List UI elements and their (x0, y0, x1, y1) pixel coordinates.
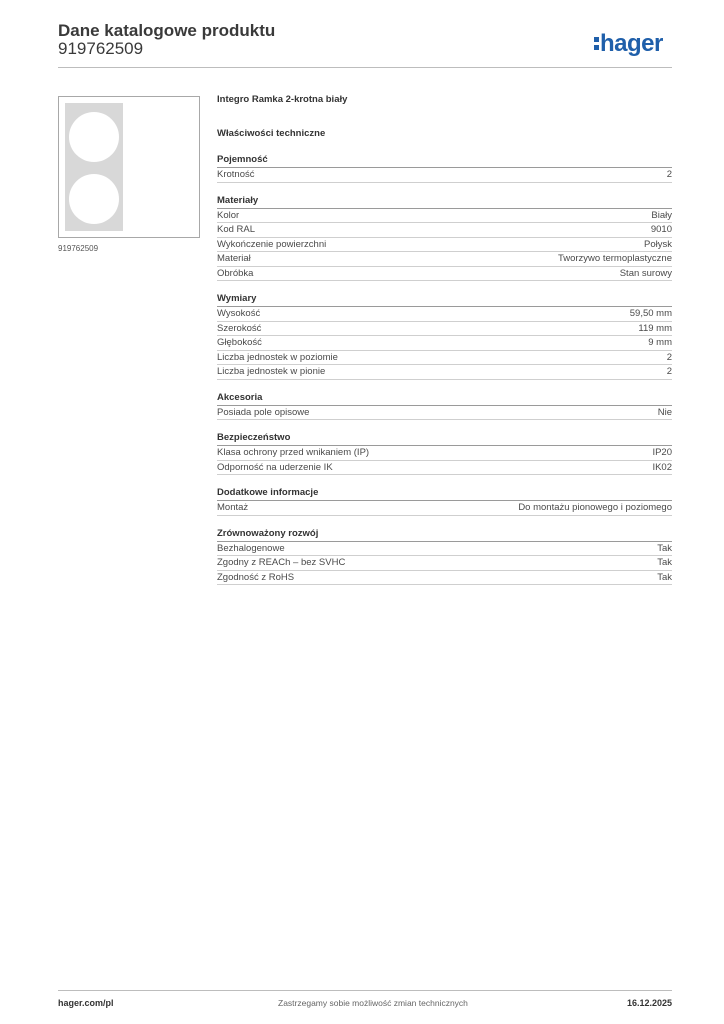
section-title: Pojemność (217, 153, 672, 168)
spec-label: Kod RAL (217, 224, 256, 235)
spec-value: 2 (666, 366, 672, 377)
footer-date: 16.12.2025 (626, 998, 672, 1008)
spec-row (217, 365, 672, 380)
section-title: Materiały (217, 194, 672, 209)
spec-row (217, 267, 672, 282)
spec-section (217, 194, 672, 282)
spec-label: Kolor (217, 209, 240, 221)
section-title: Bezpieczeństwo (217, 431, 672, 446)
spec-row (217, 223, 672, 238)
spec-value: 2 (666, 351, 672, 363)
spec-label: Wysokość (217, 308, 261, 319)
spec-value: Połysk (644, 238, 672, 250)
spec-value: Tak (657, 557, 672, 568)
frame-opening-top (69, 112, 119, 162)
spec-section (217, 391, 672, 421)
spec-value: 119 mm (638, 322, 672, 334)
spec-value: IP20 (652, 447, 672, 458)
spec-value: 9010 (650, 224, 672, 235)
spec-label: Głębokość (217, 337, 262, 348)
spec-section (217, 486, 672, 516)
spec-value: Stan surowy (619, 267, 672, 279)
spec-value: IK02 (652, 461, 672, 473)
header-divider (58, 67, 672, 68)
spec-label: Montaż (217, 502, 249, 513)
spec-row (217, 556, 672, 571)
spec-section (217, 153, 672, 183)
section-title: Zrównoważony rozwój (217, 527, 672, 542)
spec-section (217, 292, 672, 380)
spec-label: Liczba jednostek w poziomie (217, 351, 338, 363)
logo-text: hager (600, 30, 663, 57)
spec-value: 2 (666, 169, 672, 180)
spec-row (217, 461, 672, 476)
spec-value: Tworzywo termoplastyczne (557, 253, 672, 264)
spec-label: Obróbka (217, 267, 254, 279)
spec-row (217, 209, 672, 224)
footer-divider (58, 990, 672, 991)
spec-label: Zgodny z REACh – bez SVHC (217, 557, 346, 568)
image-caption: 919762509 (58, 244, 99, 253)
product-name: Integro Ramka 2-krotna biały (217, 94, 348, 105)
product-image (58, 96, 200, 238)
footer-website: hager.com/pl (58, 998, 114, 1008)
spec-row (217, 446, 672, 461)
spec-value: Tak (657, 542, 672, 554)
technical-properties-heading: Właściwości techniczne (217, 128, 326, 139)
spec-row (217, 252, 672, 267)
spec-sections (217, 153, 672, 585)
section-title: Akcesoria (217, 391, 672, 406)
spec-row (217, 501, 672, 516)
frame-plate (65, 103, 123, 231)
spec-label: Materiał (217, 253, 251, 264)
spec-label: Klasa ochrony przed wnikaniem (IP) (217, 447, 370, 458)
page-title: Dane katalogowe produktu (58, 21, 276, 40)
spec-row (217, 307, 672, 322)
spec-value: 59,50 mm (629, 308, 672, 319)
spec-row (217, 542, 672, 557)
spec-label: Szerokość (217, 322, 262, 334)
spec-label: Zgodność z RoHS (217, 571, 295, 583)
frame-opening-bottom (69, 174, 119, 224)
spec-label: Krotność (217, 169, 255, 180)
section-title: Dodatkowe informacje (217, 486, 672, 501)
spec-row (217, 168, 672, 183)
spec-label: Posiada pole opisowe (217, 406, 310, 418)
spec-row (217, 322, 672, 337)
logo-dots-icon (594, 34, 599, 52)
spec-row (217, 406, 672, 421)
spec-row (217, 336, 672, 351)
spec-label: Liczba jednostek w pionie (217, 366, 326, 377)
spec-section (217, 527, 672, 586)
spec-label: Wykończenie powierzchni (217, 238, 327, 250)
spec-value: Biały (651, 209, 672, 221)
spec-row (217, 351, 672, 366)
section-title: Wymiary (217, 292, 672, 307)
spec-label: Bezhalogenowe (217, 542, 285, 554)
spec-value: Nie (657, 406, 672, 418)
spec-content (217, 93, 672, 596)
spec-value: Tak (657, 571, 672, 583)
spec-section (217, 431, 672, 475)
spec-row (217, 238, 672, 253)
spec-label: Odporność na uderzenie IK (217, 461, 333, 473)
hager-logo (594, 30, 663, 58)
spec-value: 9 mm (648, 337, 672, 348)
spec-value: Do montażu pionowego i poziomego (518, 502, 672, 513)
spec-row (217, 571, 672, 586)
product-code: 919762509 (58, 39, 144, 58)
footer-disclaimer: Zastrzegamy sobie możliwość zmian technicznych (278, 998, 468, 1008)
